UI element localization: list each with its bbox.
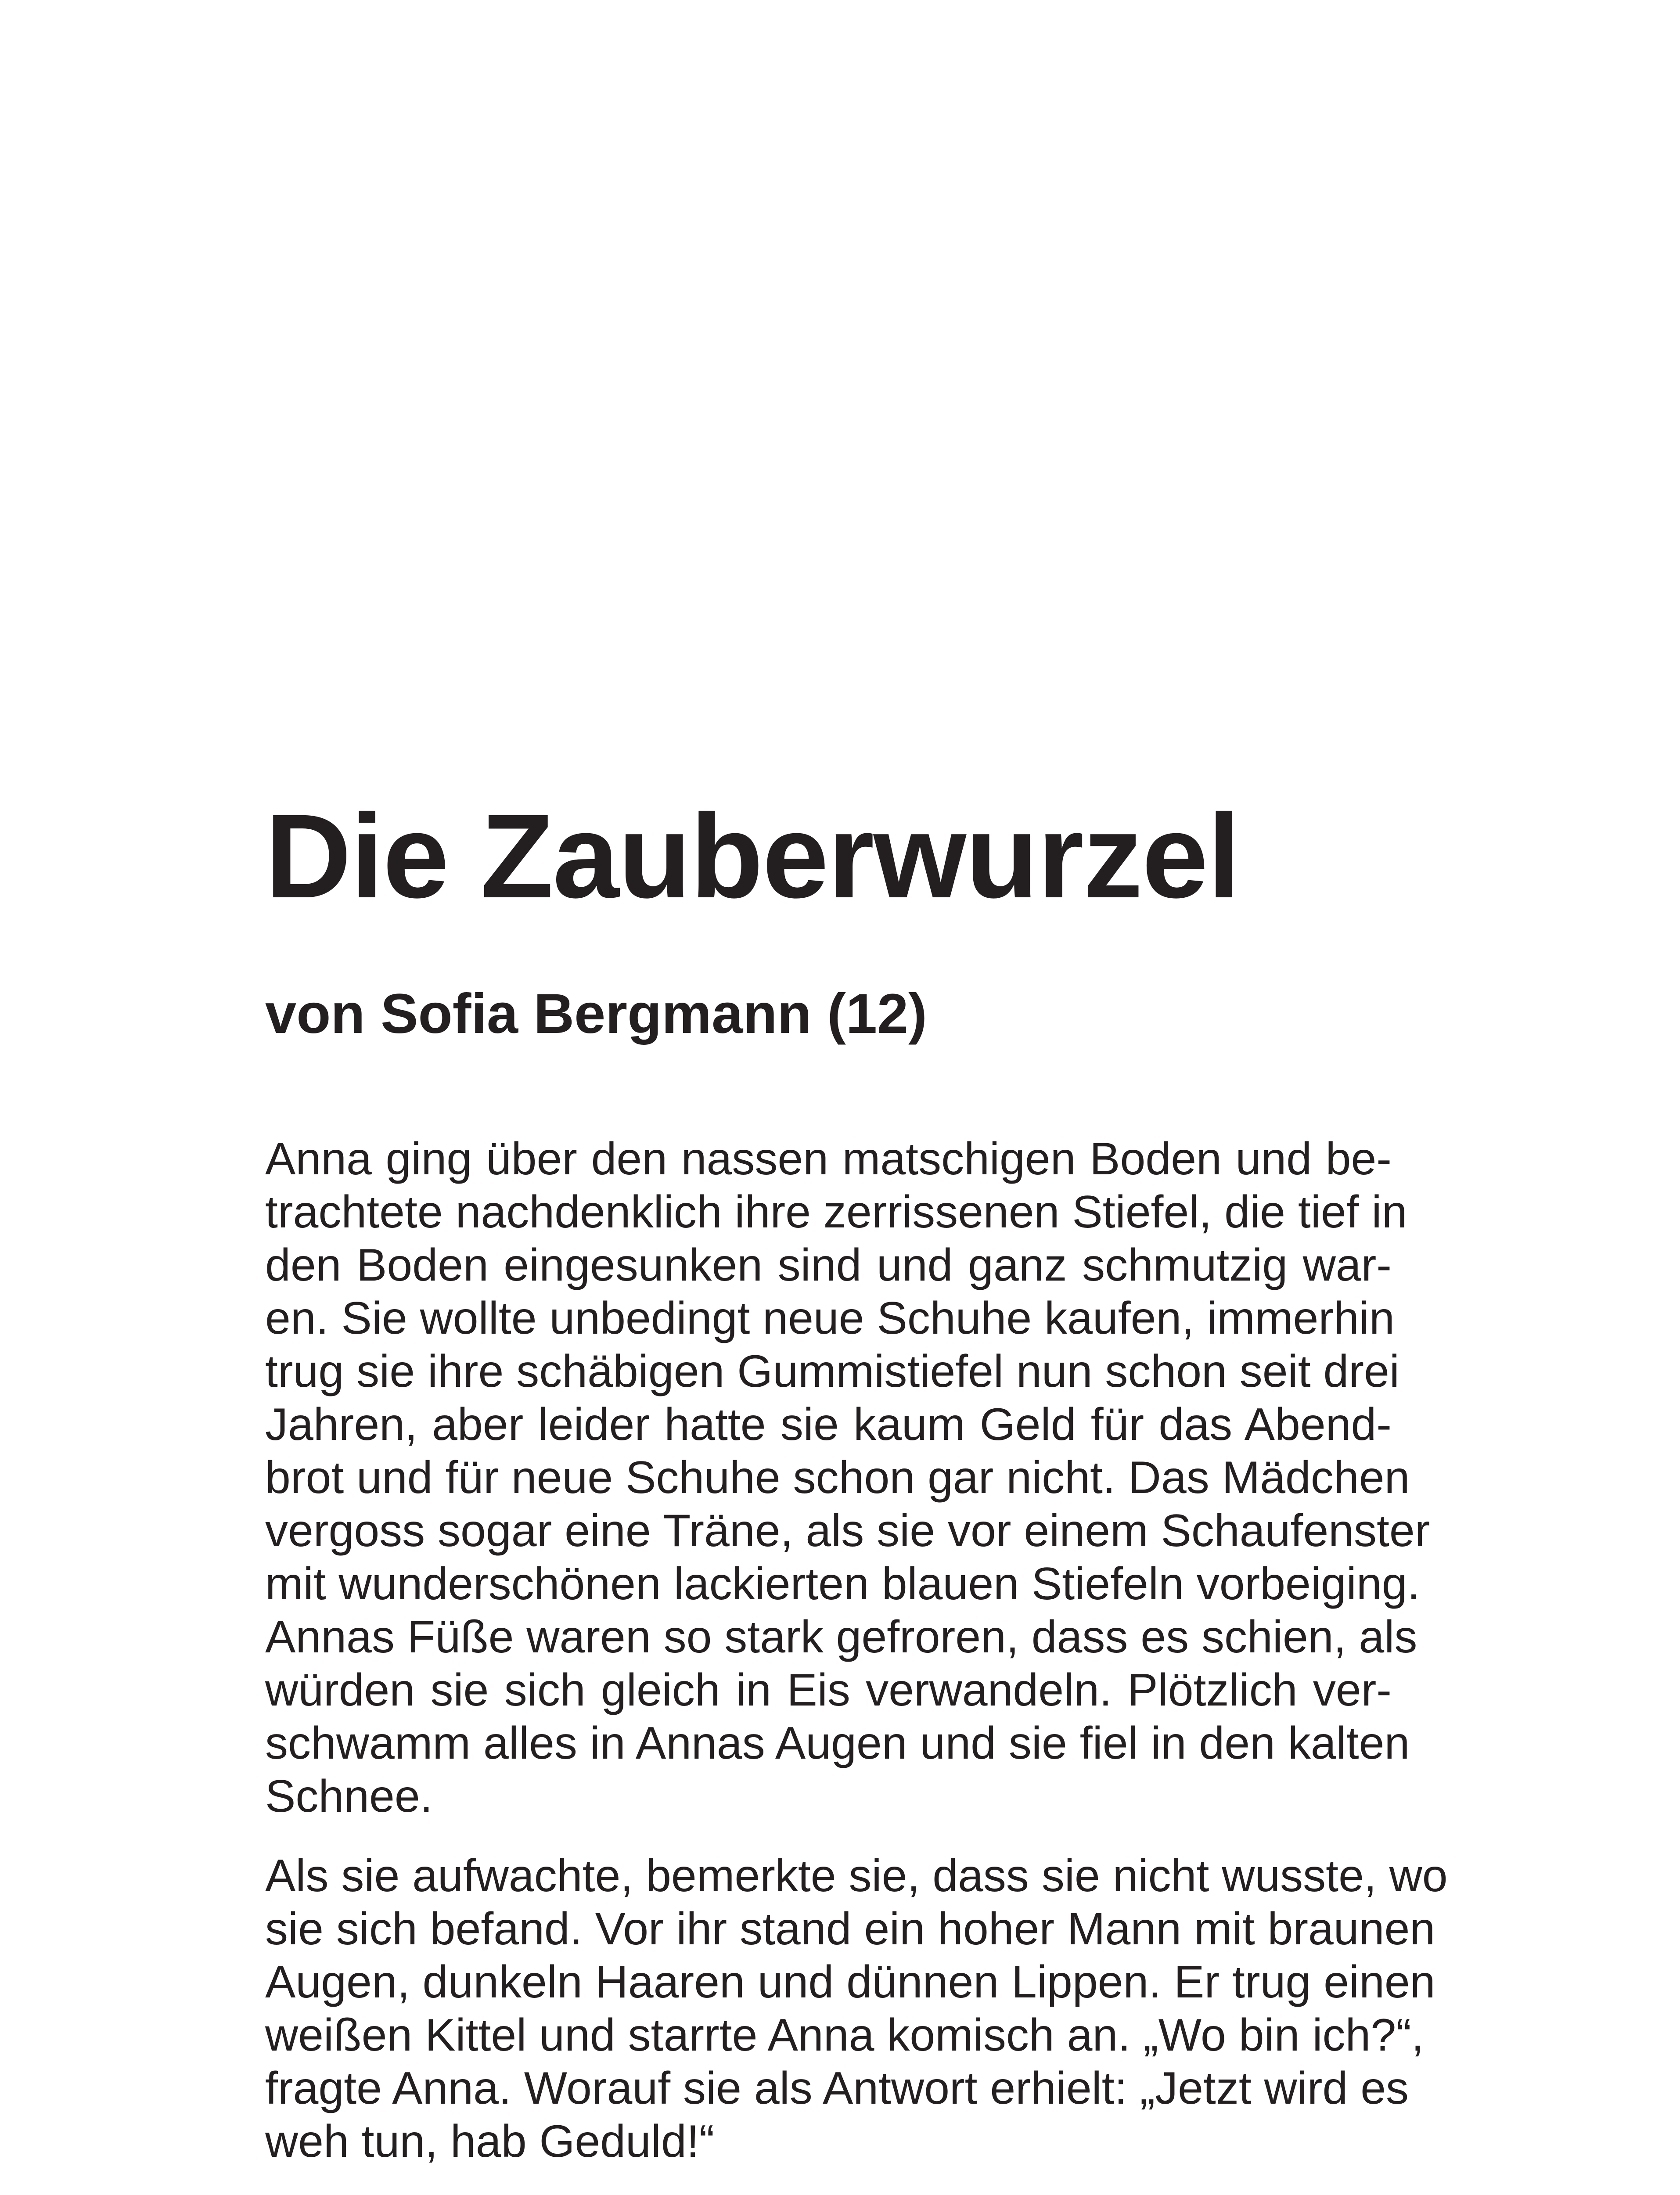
text-line: brot und für neue Schuhe schon gar nicht. Das Mädchen bbox=[265, 1452, 1410, 1503]
text-line: weh tun, hab Geduld!“ bbox=[265, 2116, 715, 2167]
story-author: von Sofia Bergmann (12) bbox=[265, 982, 927, 1045]
text-line: Annas Füße waren so stark gefroren, dass es schien, als bbox=[265, 1612, 1417, 1662]
paragraph-2 bbox=[265, 1850, 1448, 2168]
paragraph-gap bbox=[265, 1823, 1392, 1850]
text-line: en. Sie wollte unbedingt neue Schuhe kaufen, immerhin bbox=[265, 1293, 1395, 1344]
text-line: fragte Anna. Worauf sie als Antwort erhielt: „Jetzt wird es bbox=[265, 2063, 1409, 2114]
story-title: Die Zauberwurzel bbox=[265, 789, 1240, 923]
text-line: sie sich befand. Vor ihr stand ein hoher Mann mit braunen bbox=[265, 1904, 1435, 1954]
text-line: trachtete nachdenklich ihre zerrissenen Stiefel, die tief in bbox=[265, 1187, 1407, 1238]
text-line: Schnee. bbox=[265, 1771, 433, 1822]
text-line: vergoss sogar eine Träne, als sie vor einem Schaufenster bbox=[265, 1505, 1430, 1556]
text-line: schwamm alles in Annas Augen und sie fiel in den kalten bbox=[265, 1718, 1410, 1769]
text-line: würden sie sich gleich in Eis verwandeln. Plötzlich ver- bbox=[265, 1665, 1392, 1716]
text-line: trug sie ihre schäbigen Gummistiefel nun schon seit drei bbox=[265, 1346, 1399, 1397]
text-line: Jahren, aber leider hatte sie kaum Geld für das Abend- bbox=[265, 1399, 1392, 1450]
text-line: Als sie aufwachte, bemerkte sie, dass sie nicht wusste, wo bbox=[265, 1850, 1448, 1901]
text-line: Anna ging über den nassen matschigen Boden und be- bbox=[265, 1133, 1392, 1184]
text-line: Augen, dunkeln Haaren und dünnen Lippen. Er trug einen bbox=[265, 1957, 1435, 2008]
text-line: den Boden eingesunken sind und ganz schmutzig war- bbox=[265, 1240, 1392, 1291]
text-line: mit wunderschönen lackierten blauen Stiefeln vorbeiging. bbox=[265, 1558, 1420, 1609]
paragraph-1 bbox=[265, 1133, 1430, 1823]
story-body bbox=[265, 1133, 1448, 2168]
text-line: weißen Kittel und starrte Anna komisch an. „Wo bin ich?“, bbox=[265, 2010, 1424, 2061]
